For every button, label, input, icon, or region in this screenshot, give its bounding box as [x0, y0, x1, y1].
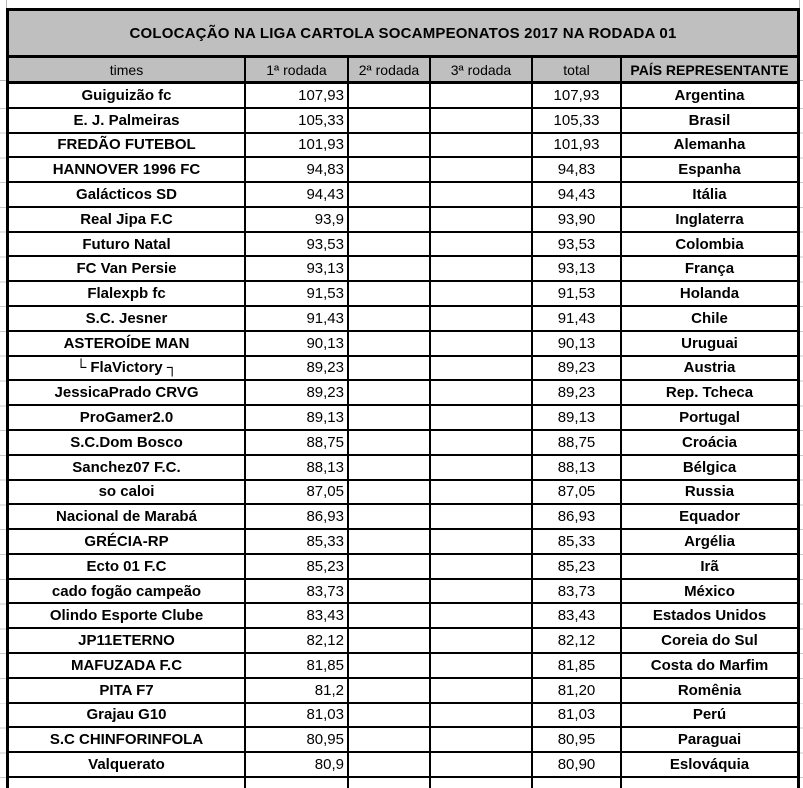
- country-cell[interactable]: França: [684, 260, 735, 278]
- round1-cell[interactable]: 83,43: [246, 604, 349, 627]
- country-cell[interactable]: Colombia: [675, 235, 744, 253]
- table-row: [9, 481, 797, 506]
- team-cell[interactable]: E. J. Palmeiras: [9, 109, 246, 132]
- team-cell[interactable]: Real Jipa F.C: [9, 208, 246, 231]
- total-cell[interactable]: 85,23: [533, 555, 622, 578]
- total-cell[interactable]: [533, 778, 622, 788]
- total-cell[interactable]: 107,93: [533, 84, 622, 107]
- table-row: [9, 332, 797, 357]
- round1-cell[interactable]: 101,93: [246, 134, 349, 157]
- table-row: [9, 604, 797, 629]
- round3-cell[interactable]: [431, 357, 533, 380]
- country-cell[interactable]: Estados Unidos: [652, 607, 767, 625]
- round3-cell[interactable]: [431, 381, 533, 404]
- round2-cell[interactable]: [349, 233, 431, 256]
- round3-cell[interactable]: [431, 307, 533, 330]
- round2-cell[interactable]: [349, 505, 431, 528]
- team-cell[interactable]: ASTEROÍDE MAN: [9, 332, 246, 355]
- team-cell[interactable]: Guiguizão fc: [9, 84, 246, 107]
- total-cell[interactable]: 85,33: [533, 530, 622, 553]
- team-cell[interactable]: Valquerato: [9, 753, 246, 776]
- team-cell[interactable]: Futuro Natal: [9, 233, 246, 256]
- table-row: [9, 555, 797, 580]
- team-cell[interactable]: S.C CHINFORINFOLA: [9, 728, 246, 751]
- team-cell[interactable]: JessicaPrado CRVG: [9, 381, 246, 404]
- round2-cell[interactable]: [349, 629, 431, 652]
- team-cell[interactable]: ProGamer2.0: [9, 406, 246, 429]
- round2-cell[interactable]: [349, 307, 431, 330]
- round2-cell[interactable]: [349, 134, 431, 157]
- header-times[interactable]: times: [9, 58, 246, 81]
- team-cell[interactable]: JP11ETERNO: [9, 629, 246, 652]
- table-row: [9, 753, 797, 778]
- round1-cell[interactable]: 107,93: [246, 84, 349, 107]
- table-row: [9, 704, 797, 729]
- table-row: [9, 109, 797, 134]
- round1-cell[interactable]: 81,85: [246, 654, 349, 677]
- team-cell[interactable]: HANNOVER 1996 FC: [9, 158, 246, 181]
- round1-cell[interactable]: 88,13: [246, 456, 349, 479]
- team-cell[interactable]: Flalexpb fc: [9, 282, 246, 305]
- round2-cell[interactable]: [349, 381, 431, 404]
- table-row: [9, 381, 797, 406]
- round1-cell[interactable]: 93,53: [246, 233, 349, 256]
- team-cell[interactable]: [9, 778, 246, 788]
- round1-cell[interactable]: 89,23: [246, 381, 349, 404]
- round1-cell[interactable]: 91,43: [246, 307, 349, 330]
- total-cell[interactable]: 91,53: [533, 282, 622, 305]
- table-row: [9, 282, 797, 307]
- table-row: [9, 530, 797, 555]
- round2-cell[interactable]: [349, 481, 431, 504]
- table-row: [9, 679, 797, 704]
- table-row: [9, 233, 797, 258]
- total-cell[interactable]: 88,13: [533, 456, 622, 479]
- country-cell[interactable]: Chile: [691, 309, 728, 327]
- round1-cell[interactable]: 94,43: [246, 183, 349, 206]
- country-cell[interactable]: Bélgica: [682, 458, 737, 476]
- round3-cell[interactable]: [431, 481, 533, 504]
- round2-cell[interactable]: [349, 456, 431, 479]
- country-cell[interactable]: Austria: [683, 359, 736, 377]
- header-total[interactable]: total: [533, 58, 622, 81]
- country-cell[interactable]: Rep. Tcheca: [665, 384, 754, 402]
- table-row: [9, 431, 797, 456]
- total-cell[interactable]: 94,43: [533, 183, 622, 206]
- team-cell[interactable]: Nacional de Marabá: [9, 505, 246, 528]
- team-cell[interactable]: FREDÃO FUTEBOL: [9, 134, 246, 157]
- total-cell[interactable]: 91,43: [533, 307, 622, 330]
- round3-cell[interactable]: [431, 431, 533, 454]
- header-round1[interactable]: 1ª rodada: [246, 58, 349, 81]
- table-title[interactable]: COLOCAÇÃO NA LIGA CARTOLA SOCAMPEONATOS 2017 NA RODADA 01: [9, 11, 797, 58]
- team-cell[interactable]: MAFUZADA F.C: [9, 654, 246, 677]
- round3-cell[interactable]: [431, 208, 533, 231]
- team-cell[interactable]: S.C.Dom Bosco: [9, 431, 246, 454]
- team-cell[interactable]: └ FlaVictory ┐: [9, 357, 246, 380]
- country-cell[interactable]: Espanha: [678, 161, 741, 179]
- round2-cell[interactable]: [349, 158, 431, 181]
- round1-cell[interactable]: 86,93: [246, 505, 349, 528]
- total-cell[interactable]: 90,13: [533, 332, 622, 355]
- table-row: [9, 456, 797, 481]
- round1-cell[interactable]: 94,83: [246, 158, 349, 181]
- round2-cell[interactable]: [349, 580, 431, 603]
- total-cell[interactable]: 80,90: [533, 753, 622, 776]
- round3-cell[interactable]: [431, 753, 533, 776]
- country-cell[interactable]: Eslováquia: [669, 755, 750, 773]
- table-row: [9, 654, 797, 679]
- round3-cell[interactable]: [431, 282, 533, 305]
- table-row: [9, 84, 797, 109]
- total-cell[interactable]: 93,53: [533, 233, 622, 256]
- round1-cell[interactable]: 85,23: [246, 555, 349, 578]
- total-cell[interactable]: 83,73: [533, 580, 622, 603]
- round3-cell[interactable]: [431, 134, 533, 157]
- round2-cell[interactable]: [349, 109, 431, 132]
- country-cell[interactable]: Brasil: [688, 111, 731, 129]
- total-cell[interactable]: 86,93: [533, 505, 622, 528]
- team-cell[interactable]: PITA F7: [9, 679, 246, 702]
- country-cell[interactable]: Portugal: [679, 409, 740, 427]
- round1-cell[interactable]: 93,13: [246, 257, 349, 280]
- table-row: [9, 257, 797, 282]
- team-cell[interactable]: S.C. Jesner: [9, 307, 246, 330]
- total-cell[interactable]: 93,90: [533, 208, 622, 231]
- country-cell[interactable]: Inglaterra: [675, 210, 744, 228]
- team-cell[interactable]: cado fogão campeão: [9, 580, 246, 603]
- round3-cell[interactable]: [431, 109, 533, 132]
- country-cell[interactable]: Argélia: [684, 532, 735, 550]
- round3-cell[interactable]: [431, 704, 533, 727]
- round3-cell[interactable]: [431, 332, 533, 355]
- table-row: [9, 208, 797, 233]
- team-cell[interactable]: FC Van Persie: [9, 257, 246, 280]
- round3-cell[interactable]: [431, 257, 533, 280]
- country-cell[interactable]: Costa do Marfim: [650, 656, 769, 674]
- country-cell[interactable]: México: [684, 582, 735, 600]
- round1-cell[interactable]: 83,73: [246, 580, 349, 603]
- table-row: [9, 158, 797, 183]
- country-cell[interactable]: Holanda: [679, 285, 740, 303]
- round2-cell[interactable]: [349, 84, 431, 107]
- header-country[interactable]: PAÍS REPRESENTANTE: [630, 61, 789, 78]
- total-cell[interactable]: 81,20: [533, 679, 622, 702]
- total-cell[interactable]: 81,85: [533, 654, 622, 677]
- team-cell[interactable]: Olindo Esporte Clube: [9, 604, 246, 627]
- total-cell[interactable]: 88,75: [533, 431, 622, 454]
- country-cell[interactable]: [622, 778, 797, 788]
- round3-cell[interactable]: [431, 654, 533, 677]
- table-header-row: [9, 58, 797, 84]
- table-row: [9, 357, 797, 382]
- country-cell[interactable]: Alemanha: [673, 136, 746, 154]
- country-cell[interactable]: Irã: [700, 557, 719, 575]
- round2-cell[interactable]: [349, 654, 431, 677]
- total-cell[interactable]: 89,23: [533, 357, 622, 380]
- round1-cell[interactable]: 87,05: [246, 481, 349, 504]
- total-cell[interactable]: 82,12: [533, 629, 622, 652]
- round3-cell[interactable]: [431, 604, 533, 627]
- total-cell[interactable]: 83,43: [533, 604, 622, 627]
- round3-cell[interactable]: [431, 555, 533, 578]
- round1-cell[interactable]: 81,03: [246, 704, 349, 727]
- total-cell[interactable]: 89,23: [533, 381, 622, 404]
- round2-cell[interactable]: [349, 604, 431, 627]
- country-cell[interactable]: Argentina: [674, 86, 745, 104]
- round3-cell[interactable]: [431, 530, 533, 553]
- round1-cell[interactable]: 93,9: [246, 208, 349, 231]
- round2-cell[interactable]: [349, 679, 431, 702]
- round2-cell[interactable]: [349, 183, 431, 206]
- total-cell[interactable]: 81,03: [533, 704, 622, 727]
- total-cell[interactable]: 93,13: [533, 257, 622, 280]
- table-row: [9, 580, 797, 605]
- round1-cell[interactable]: 80,9: [246, 753, 349, 776]
- round2-cell[interactable]: [349, 728, 431, 751]
- total-cell[interactable]: 89,13: [533, 406, 622, 429]
- round3-cell[interactable]: [431, 158, 533, 181]
- round1-cell[interactable]: [246, 778, 349, 788]
- round2-cell[interactable]: [349, 753, 431, 776]
- round1-cell[interactable]: 82,12: [246, 629, 349, 652]
- table-row: [9, 307, 797, 332]
- round1-cell[interactable]: 80,95: [246, 728, 349, 751]
- country-cell[interactable]: Paraguai: [677, 731, 742, 749]
- gridline-stub: [799, 0, 800, 8]
- header-round3[interactable]: 3ª rodada: [431, 58, 533, 81]
- round2-cell[interactable]: [349, 208, 431, 231]
- round1-cell[interactable]: 85,33: [246, 530, 349, 553]
- table-row: [9, 629, 797, 654]
- team-cell[interactable]: GRÉCIA-RP: [9, 530, 246, 553]
- round2-cell[interactable]: [349, 282, 431, 305]
- team-cell[interactable]: Grajau G10: [9, 704, 246, 727]
- total-cell[interactable]: 101,93: [533, 134, 622, 157]
- total-cell[interactable]: 105,33: [533, 109, 622, 132]
- team-cell[interactable]: Sanchez07 F.C.: [9, 456, 246, 479]
- round1-cell[interactable]: 88,75: [246, 431, 349, 454]
- round3-cell[interactable]: [431, 456, 533, 479]
- round1-cell[interactable]: 89,23: [246, 357, 349, 380]
- round2-cell[interactable]: [349, 555, 431, 578]
- table-row: [9, 505, 797, 530]
- round3-cell[interactable]: [431, 505, 533, 528]
- round2-cell[interactable]: [349, 357, 431, 380]
- table-row: [9, 134, 797, 159]
- team-cell[interactable]: Ecto 01 F.C: [9, 555, 246, 578]
- round1-cell[interactable]: 91,53: [246, 282, 349, 305]
- round1-cell[interactable]: 81,2: [246, 679, 349, 702]
- team-cell[interactable]: Galácticos SD: [9, 183, 246, 206]
- round2-cell[interactable]: [349, 530, 431, 553]
- table-row: [9, 406, 797, 431]
- country-cell[interactable]: Russia: [684, 483, 735, 501]
- round3-cell[interactable]: [431, 183, 533, 206]
- round3-cell[interactable]: [431, 778, 533, 788]
- round3-cell[interactable]: [431, 406, 533, 429]
- country-cell[interactable]: Coreia do Sul: [661, 632, 758, 650]
- gridline-stub: [6, 0, 7, 8]
- country-cell[interactable]: Equador: [679, 508, 740, 526]
- round3-cell[interactable]: [431, 84, 533, 107]
- round3-cell[interactable]: [431, 629, 533, 652]
- country-cell[interactable]: Perú: [692, 706, 727, 724]
- round2-cell[interactable]: [349, 431, 431, 454]
- round3-cell[interactable]: [431, 679, 533, 702]
- round1-cell[interactable]: 105,33: [246, 109, 349, 132]
- table-row: [9, 728, 797, 753]
- total-cell[interactable]: 80,95: [533, 728, 622, 751]
- header-round2[interactable]: 2ª rodada: [349, 58, 431, 81]
- country-cell[interactable]: Itália: [692, 186, 727, 204]
- round2-cell[interactable]: [349, 257, 431, 280]
- round2-cell[interactable]: [349, 778, 431, 788]
- table-row: [9, 183, 797, 208]
- league-table: [6, 8, 800, 788]
- team-cell[interactable]: so caloi: [9, 481, 246, 504]
- country-cell[interactable]: Uruguai: [681, 334, 738, 352]
- round2-cell[interactable]: [349, 332, 431, 355]
- total-cell[interactable]: 87,05: [533, 481, 622, 504]
- table-body: [9, 84, 797, 778]
- round2-cell[interactable]: [349, 704, 431, 727]
- round3-cell[interactable]: [431, 580, 533, 603]
- country-cell[interactable]: Croácia: [681, 433, 738, 451]
- total-cell[interactable]: 94,83: [533, 158, 622, 181]
- round2-cell[interactable]: [349, 406, 431, 429]
- table-row-partial: [9, 778, 797, 788]
- country-cell[interactable]: Romênia: [677, 681, 742, 699]
- round3-cell[interactable]: [431, 233, 533, 256]
- round1-cell[interactable]: 90,13: [246, 332, 349, 355]
- round1-cell[interactable]: 89,13: [246, 406, 349, 429]
- round3-cell[interactable]: [431, 728, 533, 751]
